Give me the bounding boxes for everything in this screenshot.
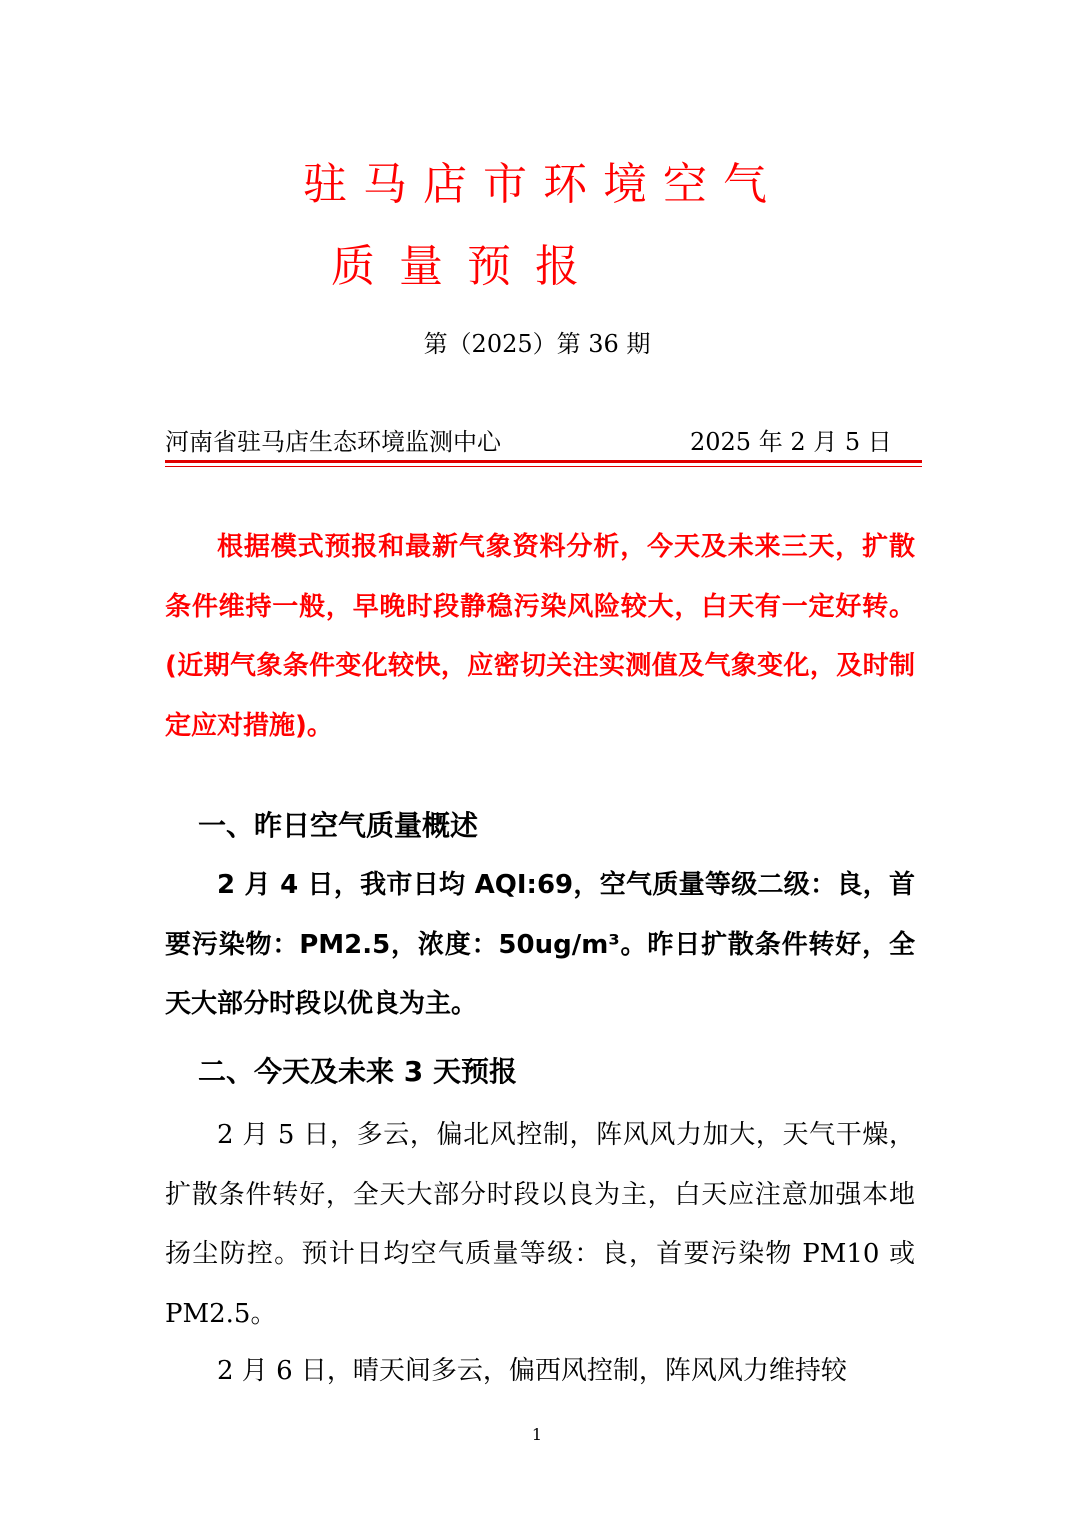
forecast-summary: 根据模式预报和最新气象资料分析，今天及未来三天，扩散条件维持一般，早晚时段静稳污染风险较大，白天有一定好转。(近期气象条件变化较快，应密切关注实测值及气象变化，及时制定应对措施)。 — [165, 532, 915, 741]
issue-date: 2025 年 2 月 5 日 — [690, 428, 892, 456]
forecast-paragraph-feb-5: 2 月 5 日，多云，偏北风控制，阵风风力加大，天气干燥，扩散条件转好，全天大部分时段以良为主，白天应注意加强本地扬尘防控。预计日均空气质量等级：良，首要污染物 PM10 或 PM2.5。 — [165, 1120, 915, 1329]
page-number: 1 — [531, 1425, 543, 1444]
report-title-line-1: 驻马店市环境空气 — [303, 159, 783, 210]
section-heading-forecast: 二、今天及未来 3 天预报 — [198, 1055, 517, 1088]
header-divider-thick — [165, 460, 922, 463]
section-heading-yesterday: 一、昨日空气质量概述 — [198, 809, 479, 842]
yesterday-summary-paragraph: 2 月 4 日，我市日均 AQI:69，空气质量等级二级：良，首要污染物：PM2.5，浓度：50ug/m³。昨日扩散条件转好，全天大部分时段以优良为主。 — [165, 870, 915, 1019]
report-title-line-2: 质量预报 — [331, 241, 603, 292]
header-divider-thin — [165, 466, 922, 467]
issuer-name: 河南省驻马店生态环境监测中心 — [165, 428, 501, 456]
forecast-paragraph-feb-6: 2 月 6 日，晴天间多云，偏西风控制，阵风风力维持较 — [217, 1356, 847, 1386]
issue-number: 第（2025）第 36 期 — [423, 330, 651, 358]
